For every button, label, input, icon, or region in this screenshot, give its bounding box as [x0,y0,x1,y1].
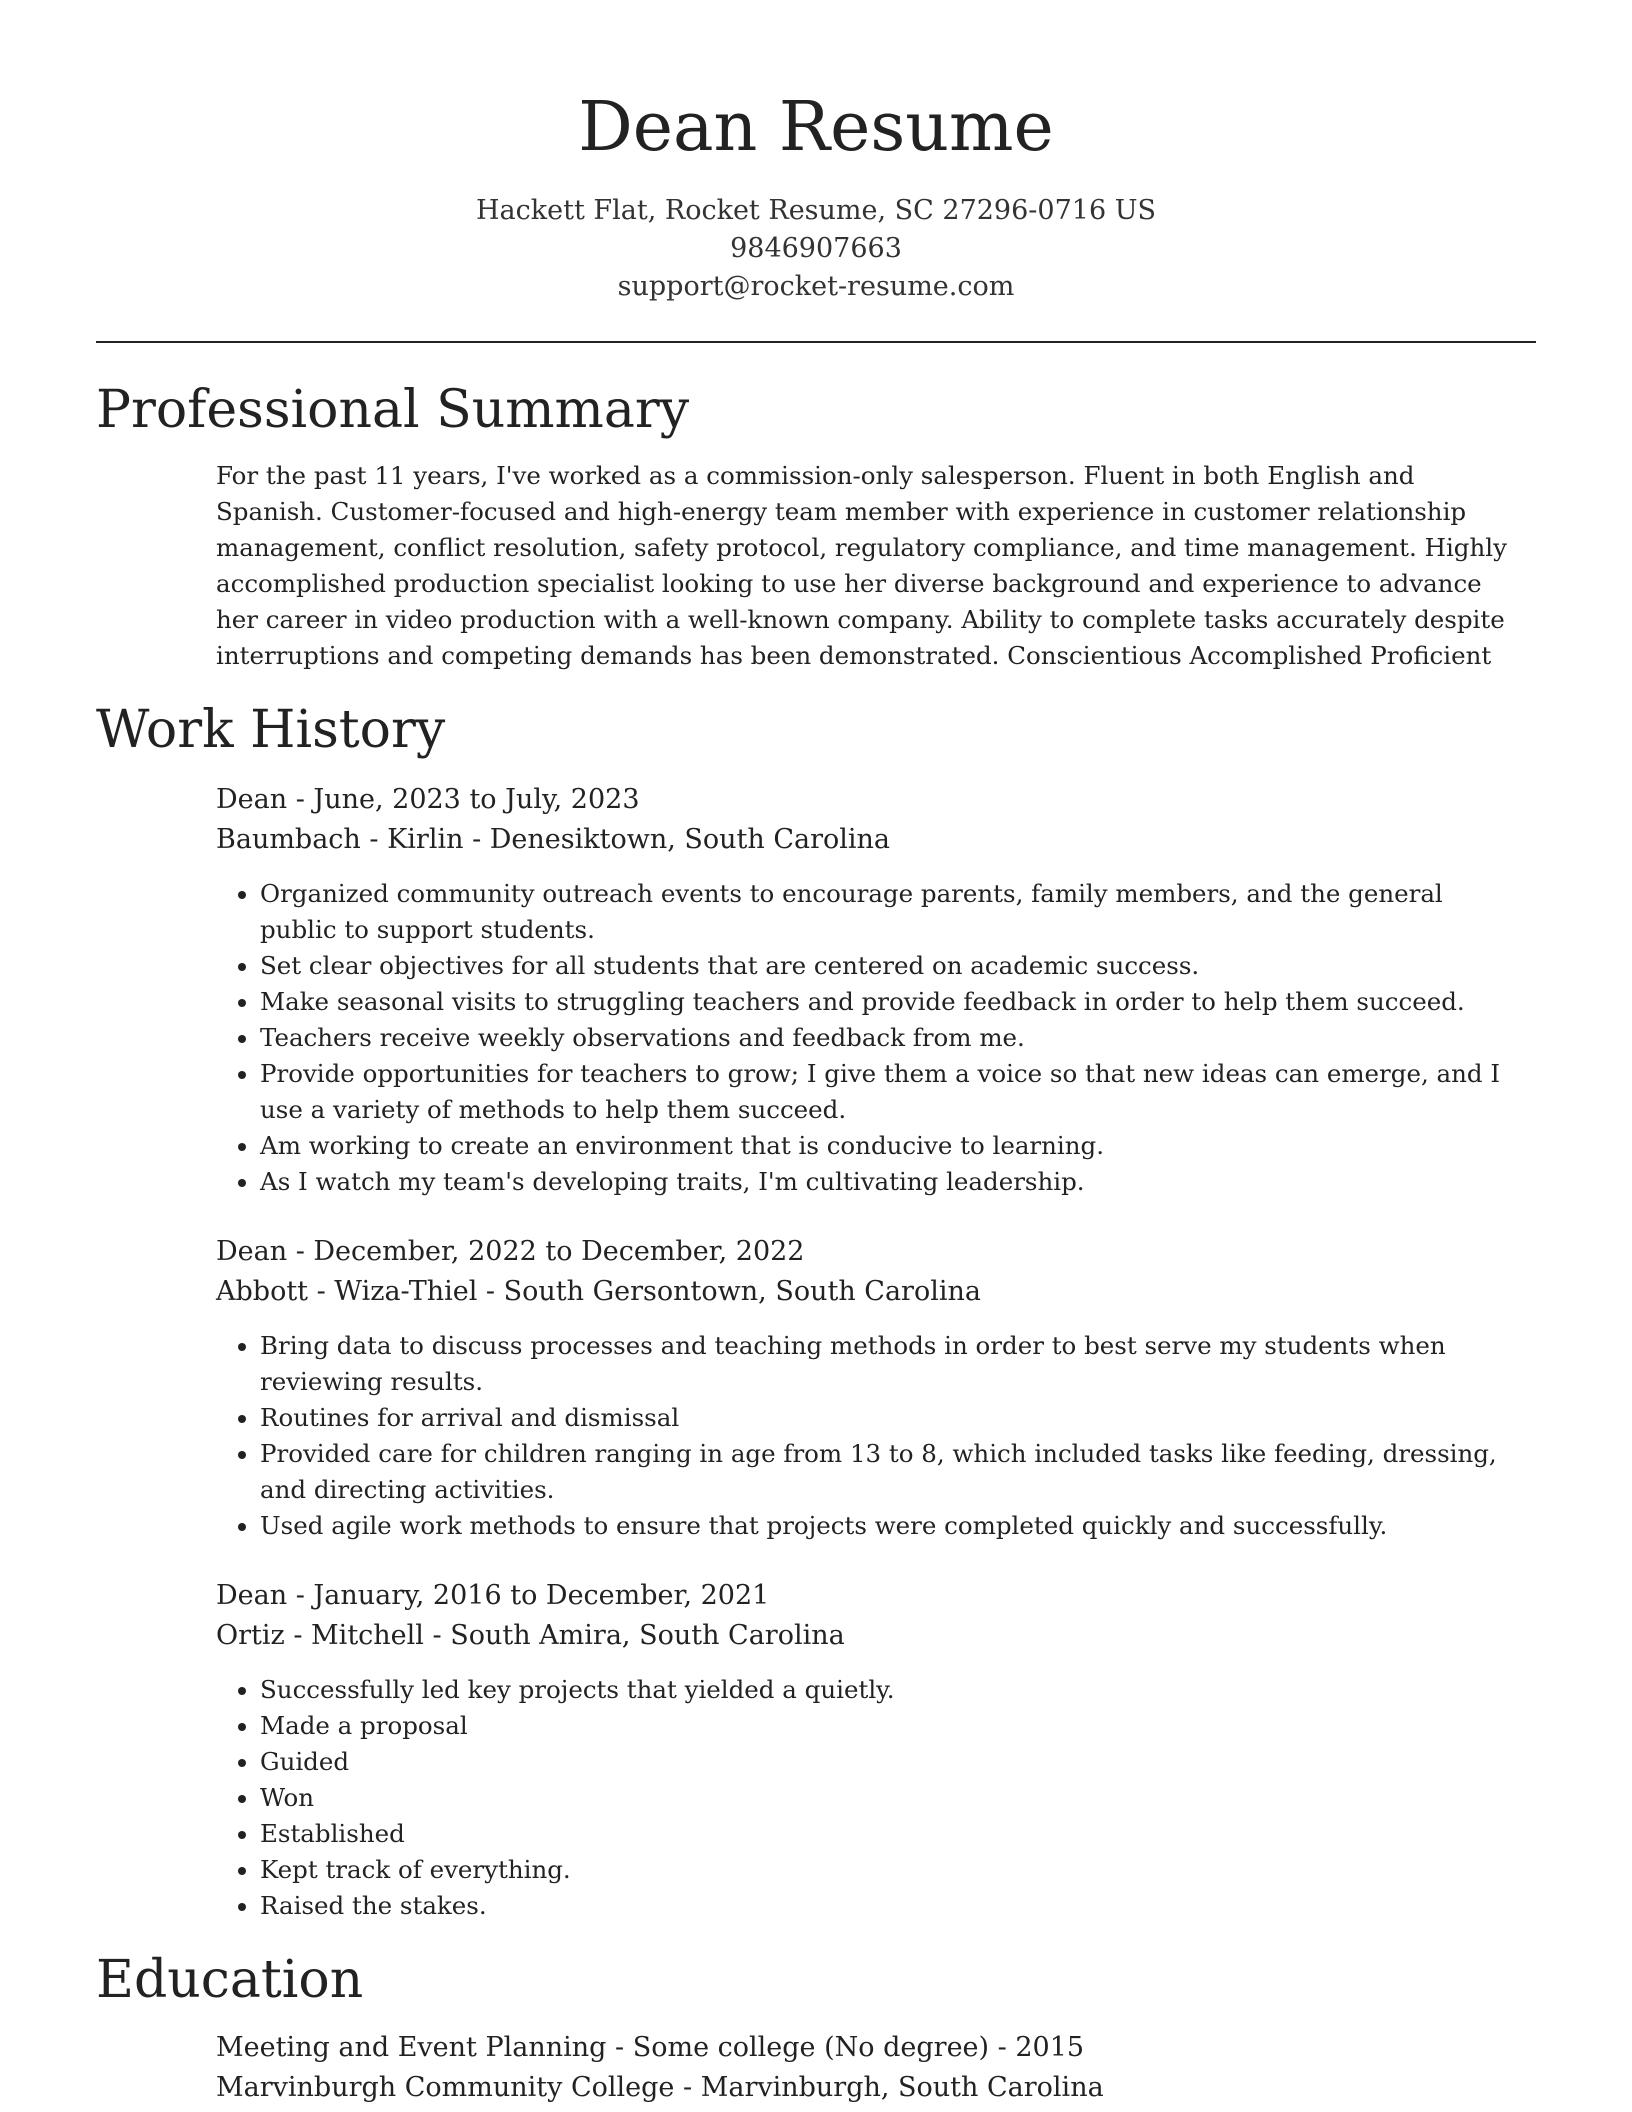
job-heading: Dean - December, 2022 to December, 2022 [216,1236,805,1267]
education-title: Education [96,1950,364,2010]
job-entry [216,1232,1526,1544]
list-item: • Successfully led key projects that yielded a quietly. [260,1672,1526,1708]
resume-name: Dean Resume [578,88,1054,167]
summary-text: For the past 11 years, I've worked as a commission-only salesperson. Fluent in both English and Spanish. Customer-focused and high-energy team member with experience in customer relationship management, conflict resolution, safety protocol, regulatory compliance, and time management. Highly accomplished production specialist looking to use her diverse background and experience to advance her career in video production with a well-known company. Ability to complete tasks accurately despite interruptions and competing demands has been demonstrated. Conscientious Accomplished Proficient [216,461,1507,670]
list-item: • Bring data to discuss processes and teaching methods in order to best serve my students when reviewing results. [260,1328,1526,1400]
job-heading: Dean - June, 2023 to July, 2023 [216,784,640,815]
summary-title: Professional Summary [96,380,690,440]
list-item: • Provide opportunities for teachers to grow; I give them a voice so that new ideas can emerge, and I use a variety of methods to help them succeed. [260,1056,1526,1128]
contact-info [0,192,1632,306]
job-organization: Baumbach - Kirlin - Denesiktown, South Carolina [216,824,891,855]
list-item: • Made a proposal [260,1708,1526,1744]
resume-header [0,0,1632,306]
list-item: • As I watch my team's developing traits, I'm cultivating leadership. [260,1164,1526,1200]
job-organization: Abbott - Wiza-Thiel - South Gersontown, South Carolina [216,1276,981,1307]
email: support@rocket-resume.com [617,271,1015,302]
work-history-title: Work History [96,700,446,760]
education-school: Marvinburgh Community College - Marvinburgh, South Carolina [216,2072,1104,2103]
list-item: • Am working to create an environment that is conducive to learning. [260,1128,1526,1164]
list-item: • Set clear objectives for all students that are centered on academic success. [260,948,1526,984]
address: Hackett Flat, Rocket Resume, SC 27296-0716 US [476,195,1156,226]
job-bullets [216,1328,1526,1544]
job-entry [216,780,1526,1200]
education-heading: Meeting and Event Planning - Some college (No degree) - 2015 [216,2032,1085,2063]
list-item: • Raised the stakes. [260,1888,1526,1924]
job-entry [216,1576,1526,1924]
list-item: • Used agile work methods to ensure that projects were completed quickly and successfully. [260,1508,1526,1544]
job-bullets [216,1672,1526,1924]
header-divider [96,341,1536,343]
list-item: • Routines for arrival and dismissal [260,1400,1526,1436]
job-heading: Dean - January, 2016 to December, 2021 [216,1580,770,1611]
list-item: • Provided care for children ranging in age from 13 to 8, which included tasks like feeding, dressing, and directing activities. [260,1436,1526,1508]
list-item: • Kept track of everything. [260,1852,1526,1888]
job-organization: Ortiz - Mitchell - South Amira, South Carolina [216,1620,845,1651]
list-item: • Organized community outreach events to encourage parents, family members, and the general public to support students. [260,876,1526,948]
education-entry [216,2028,1526,2108]
list-item: • Won [260,1780,1526,1816]
list-item: • Established [260,1816,1526,1852]
phone: 9846907663 [730,233,902,264]
job-bullets [216,876,1526,1200]
list-item: • Teachers receive weekly observations and feedback from me. [260,1020,1526,1056]
list-item: • Make seasonal visits to struggling teachers and provide feedback in order to help them succeed. [260,984,1526,1020]
list-item: • Guided [260,1744,1526,1780]
